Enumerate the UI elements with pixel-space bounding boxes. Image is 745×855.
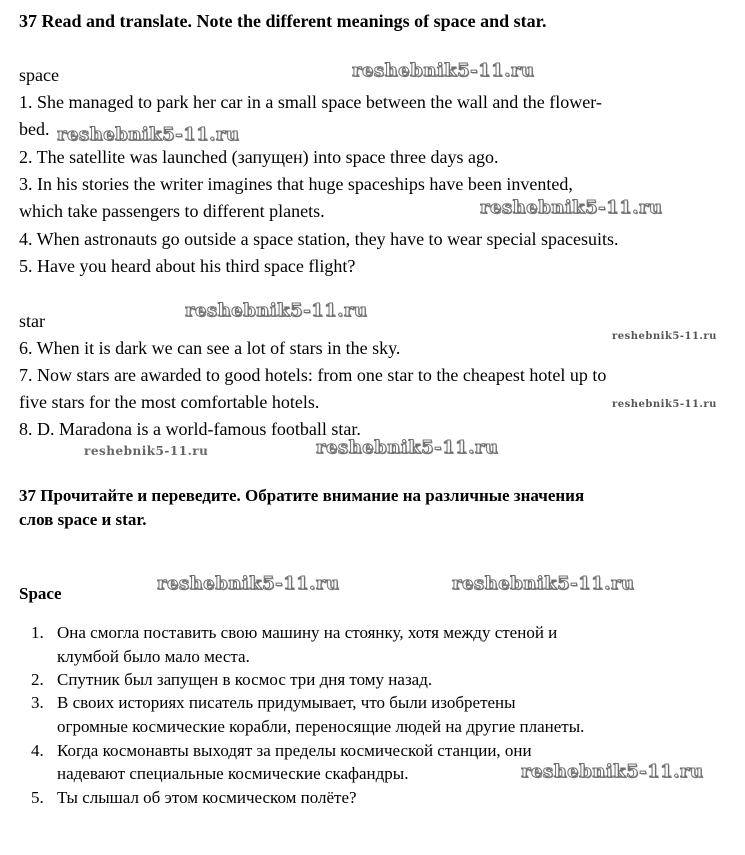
watermark: reshebnik5-11.ru <box>57 124 240 145</box>
ru-item-4-num: 4. <box>31 741 44 760</box>
sentence-3a: 3. In his stories the writer imagines that huge spaceships have been invented, <box>19 174 573 194</box>
watermark: reshebnik5-11.ru <box>612 399 717 410</box>
watermark: reshebnik5-11.ru <box>157 573 340 594</box>
sentence-7b: five stars for the most comfortable hotels. <box>19 392 320 412</box>
english-heading: 37 Read and translate. Note the different meanings of space and star. <box>19 11 547 31</box>
watermark: reshebnik5-11.ru <box>452 573 635 594</box>
watermark: reshebnik5-11.ru <box>185 300 368 321</box>
watermark: reshebnik5-11.ru <box>316 437 499 458</box>
russian-space-label: Space <box>19 584 62 603</box>
russian-heading-line1: 37 Прочитайте и переведите. Обратите внимание на различные значения <box>19 486 585 505</box>
ru-item-5-line1: Ты слышал об этом космическом полёте? <box>57 788 357 807</box>
ru-item-1-line2: клумбой было мало места. <box>57 647 250 666</box>
ru-item-3-line2: огромные космические корабли, переносящие людей на другие планеты. <box>57 717 585 736</box>
watermark: reshebnik5-11.ru <box>612 331 717 342</box>
ru-item-4-line1: Когда космонавты выходят за пределы космической станции, они <box>57 741 532 760</box>
space-label: space <box>19 65 59 85</box>
ru-item-1-num: 1. <box>31 623 44 642</box>
ru-item-3-num: 3. <box>31 693 44 712</box>
ru-item-1-line1: Она смогла поставить свою машину на стоянку, хотя между стеной и <box>57 623 558 642</box>
sentence-3b: which take passengers to different planets. <box>19 201 325 221</box>
ru-item-3-line1: В своих историях писатель придумывает, что были изобретены <box>57 693 516 712</box>
sentence-7a: 7. Now stars are awarded to good hotels: from one star to the cheapest hotel up to <box>19 365 607 385</box>
ru-item-2-line1: Спутник был запущен в космос три дня тому назад. <box>57 670 433 689</box>
sentence-1b: bed. <box>19 119 50 139</box>
watermark: reshebnik5-11.ru <box>352 60 535 81</box>
watermark: reshebnik5-11.ru <box>480 197 663 218</box>
ru-item-2-num: 2. <box>31 670 44 689</box>
sentence-8: 8. D. Maradona is a world-famous football star. <box>19 419 361 439</box>
russian-heading-line2: слов space и star. <box>19 510 147 529</box>
sentence-6: 6. When it is dark we can see a lot of stars in the sky. <box>19 338 401 358</box>
sentence-2: 2. The satellite was launched (запущен) into space three days ago. <box>19 147 499 167</box>
sentence-4: 4. When astronauts go outside a space station, they have to wear special spacesuits. <box>19 229 619 249</box>
watermark: reshebnik5-11.ru <box>521 761 704 782</box>
ru-item-5-num: 5. <box>31 788 44 807</box>
ru-item-4-line2: надевают специальные космические скафандры. <box>57 764 409 783</box>
star-label: star <box>19 311 45 331</box>
sentence-5: 5. Have you heard about his third space flight? <box>19 256 356 276</box>
watermark: reshebnik5-11.ru <box>84 444 209 458</box>
sentence-1a: 1. She managed to park her car in a small space between the wall and the flower- <box>19 92 602 112</box>
